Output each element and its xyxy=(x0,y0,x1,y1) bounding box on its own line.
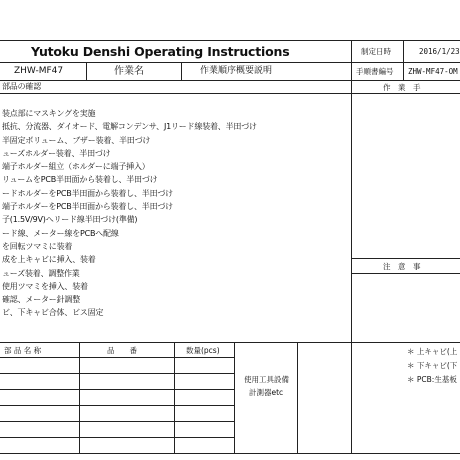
document-title: Yutoku Denshi Operating Instructions xyxy=(31,44,290,59)
step-item: 抵抗、分流器、ダイオード、電解コンデンサ、J1リード線装着、半田づけ xyxy=(2,122,257,132)
procedure-number-value: ZHW-MF47-OM xyxy=(408,67,458,76)
step-item: 使用ツマミを挿入、装着 xyxy=(2,281,88,291)
step-item: を回転ツマミに装着 xyxy=(2,241,73,251)
parts-name-header: 部 品 名 称 xyxy=(4,346,42,355)
right-panel-divider-2 xyxy=(351,273,460,274)
bottom-table-bottom xyxy=(0,453,460,454)
procedure-number-label: 手順書編号 xyxy=(356,67,394,76)
date-label: 制定日時 xyxy=(361,47,391,56)
step-item: ビ、下キャビ合体、ビス固定 xyxy=(2,308,104,318)
bottom-table-top xyxy=(0,342,460,343)
tools-label-line2: 計測器etc xyxy=(249,388,284,397)
step-item: ード線、メーター線をPCBへ配線 xyxy=(2,228,119,238)
bottom-table-row-5 xyxy=(0,437,234,438)
header-col-divider-1 xyxy=(351,40,352,453)
model-row-bottom xyxy=(0,93,351,94)
model-code: ZHW-MF47 xyxy=(14,66,64,76)
header-row-divider xyxy=(0,62,460,63)
part-number-header: 品 番 xyxy=(107,346,137,355)
bottom-col-divider-3 xyxy=(234,342,235,453)
bottom-table-row-3 xyxy=(0,405,234,406)
steps-list xyxy=(2,107,348,320)
step-item: ードホルダーをPCB半田面から装着し、半田づけ xyxy=(2,188,173,198)
step-item: ューズ装着、調整作業 xyxy=(2,268,80,278)
header-col-divider-2 xyxy=(403,40,404,80)
bottom-table-row-2 xyxy=(0,389,234,390)
table-border-top xyxy=(0,40,460,41)
step-item: リュームをPCB半田面から装着し、半田づけ xyxy=(2,175,158,185)
step-item: 端子ホルダー組立（ホルダーに端子挿入） xyxy=(2,162,150,172)
right-panel-divider-1 xyxy=(351,258,460,259)
step-item: 装点部にマスキングを実施 xyxy=(2,109,96,118)
note-pcb: ＊ PCB:生基板 xyxy=(407,375,457,384)
step-item: ューズホルダー装着、半田づけ xyxy=(2,148,111,158)
bottom-table-row-4 xyxy=(0,421,234,422)
model-col-divider-2 xyxy=(181,62,182,80)
notes-label: 注 意 事 xyxy=(383,262,421,271)
bottom-table-header-line xyxy=(0,357,234,358)
step-item: 成を上キャビに挿入、装着 xyxy=(2,255,96,265)
date-value: 2016/1/23 xyxy=(419,47,460,56)
work-procedure-label: 作 業 手 xyxy=(383,83,421,92)
step-item: 子(1.5V/9V)へリード線半田づけ(準備) xyxy=(2,215,138,225)
bottom-col-divider-1 xyxy=(79,342,80,453)
note-upper-cabinet: ＊ 上キャビ(上 xyxy=(407,347,458,356)
note-lower-cabinet: ＊ 下キャビ(下 xyxy=(407,361,458,370)
bottom-col-divider-2 xyxy=(174,342,175,453)
bottom-table-row-1 xyxy=(0,373,234,374)
model-col-divider-1 xyxy=(86,62,87,80)
work-name-value: 作業順序概要説明 xyxy=(200,66,273,76)
model-row-divider xyxy=(0,80,460,81)
quantity-header: 数量(pcs) xyxy=(186,346,220,355)
parts-check-heading: 部品の確認 xyxy=(2,82,41,91)
tools-label-line1: 使用工具設備 xyxy=(244,375,289,384)
step-item: 半固定ボリューム、ブザー装着、半田づけ xyxy=(2,135,151,145)
step-item: 確認、メーター針調整 xyxy=(2,295,80,305)
work-name-label: 作業名 xyxy=(114,66,144,77)
bottom-col-divider-4 xyxy=(297,342,298,453)
step-item: 端子ホルダーをPCB半田面から装着し、半田づけ xyxy=(2,202,173,212)
right-panel-header-line xyxy=(351,93,460,94)
